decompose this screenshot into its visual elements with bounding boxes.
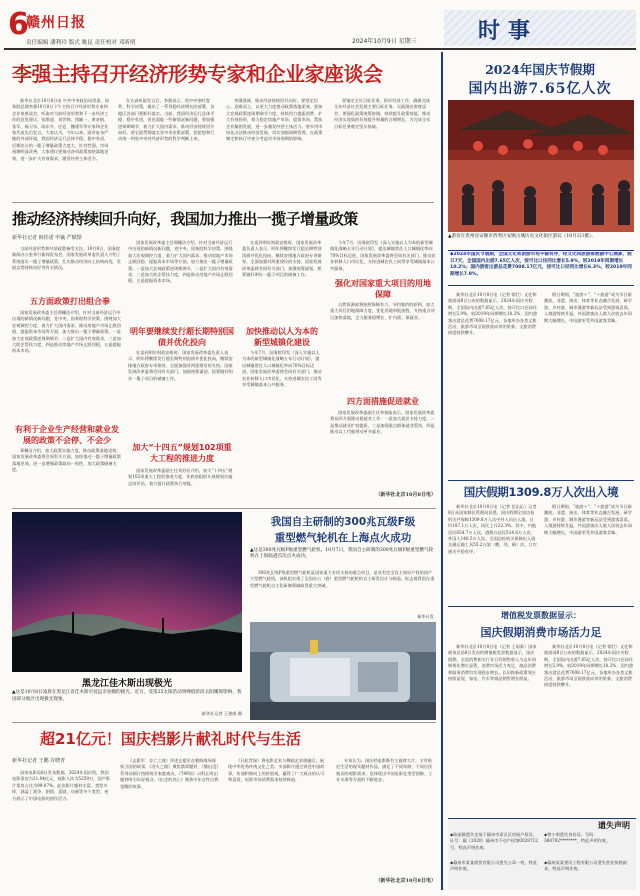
turbine-headline-line1: 我国自主研制的300兆瓦级F级	[270, 516, 416, 528]
film-col-2-text: 《志愿军：存亡之战》讲述志愿军在朝鲜战场保家卫国的故事，《浴火之路》聚焦禁毒题材，《熊出没》系列动画片持续吸引家庭观众，《749局》以科幻奇幻题材吸引年轻观众，《出走的决心》聚焦中年女性自我觉醒的故事。	[120, 758, 219, 789]
aurora-credit: 新华社记者 王建威 摄	[201, 711, 242, 716]
aurora-image	[12, 512, 242, 672]
tax-kicker: 增值税发票数据显示：	[501, 611, 581, 620]
notice-item-2: ◆赣州市某某商贸有限公司遗失公章一枚，特此声明作废。	[450, 860, 537, 872]
notice-item-1: ◆陈丽群遗失坐落于赣州市章贡区房屋产权证，证号：赣（2020）赣州市不动产权第0028712号，特此声明作废。	[450, 832, 538, 850]
policy-col-2-top-text: 国家发展改革委主任郑栅洁介绍，针对当前经济运行中出现的新情况新问题，党中央、国务院科学决策，围绕加大宏观调控力度、着力扩大国内需求、推动房地产市场止跌回稳、提振资本市场等方面，加力推出一揽子增量政策。一是加大宏观政策逆周期调节，二是扩大国内有效需求，三是加大助企帮扶力度，四是推动房地产市场止跌回稳，五是提振资本市场。	[128, 240, 233, 284]
policy-col-4-top-text: 今年7月，国务院印发《深入实施以人为本的新型城镇化战略五年行动计划》，提出城镇常住人口城镇化率向70%目标迈进。国家发展改革委将会同有关部门，推动农业转移人口市民化，支持进城农民工同等享受城镇基本公共服务。	[330, 240, 436, 271]
header-rule	[4, 48, 636, 50]
lead-bottom-rule	[12, 202, 434, 203]
page-number: 6	[8, 7, 29, 42]
policy-body-4-text: 国家发展改革委副主任刘苏社介绍，加大“十四五”规划102项重大工程的推进力度，年底前组织开展规划实施总结评估，着力提升政策执行效能。	[128, 468, 233, 486]
turbine-photo	[250, 622, 436, 720]
lead-col-4-text: 要锚定全年目标任务，抓好经济工作，确保完成全年经济社会发展主要目标任务。吴政隆出席座谈会。要强化政策统筹协调，持续提升政策效能，推动经济实现质的有效提升和量的合理增长，为完成全年目标任务奠定坚实基础。	[334, 98, 431, 129]
film-col-3-text: 《只此青绿》将电影艺术与舞蹈艺术相融合，展现中华优秀传统文化之美。多部影片通过讲述中国故事，传递积极向上的价值观，赢得了广大观众的认可和喜爱，电影市场消费需求持续释放。	[228, 758, 325, 783]
turbine-body-text: 300兆瓦级F级重型燃气轮机是国家重大专项支持的重点项目，是具有完全自主知识产权的国产大型燃气轮机，该机组实现了全国首台（套）重型燃气轮机的自主研发设计与制造，标志着我国在重型燃气轮机自主化研制领域取得重大突破。	[250, 570, 435, 588]
aurora-photo	[12, 512, 242, 672]
tax-body-text: 新华社北京10月8日电（记者 王雨萧）国家税务总局8日发布的增值税发票数据显示，国庆假期，全国消费相关行业日均销售收入与去年同期相比增长显著，消费市场活力充足，商品消费和服务消费均实现稳步增长。以旧换新政策效应持续显现，家电、汽车等商品销售增长明显。	[448, 644, 537, 682]
aurora-caption-title: 黑龙江佳木斯出现极光	[82, 679, 173, 689]
turbine-body	[250, 570, 436, 614]
turbine-image	[250, 622, 436, 720]
policy-body-7-text: 国家发展改革委副主任李春临表示，国家发展改革委将从四方面推动稳就业工作：一是加大就业支持力度，二是推动就业扩容提质，三是加强重点群体就业帮扶，四是推动以工代赈带动更多就业。	[330, 410, 435, 435]
policy-sub-3: 明年要继续发行超长期特别国债并优化投向	[130, 327, 234, 347]
policy-body-2-text: 郑栅洁介绍，加大政策实施力度，推动政策落地见效。国家发展改革委将会同有关方面，加快推动一揽子增量政策落地见效，进一步增强政策取向一致性，加大政策储备力度。	[12, 448, 121, 473]
policy-intro	[12, 246, 122, 292]
holiday-headline-text: 国庆假期1309.8万人次出入境	[463, 485, 619, 499]
policy-col-3-top	[242, 240, 322, 322]
tourism-stat: ◆2024年国庆节假期，全国文化和旅游市场平稳有序，经文化和旅游部数据中心测算，假日7天，全国国内出游7.65亿人次，按可比口径同比增长5.9%，较2019年同期增长10.2%；国内游客出游总花费7008.17亿元，按可比口径同比增长6.3%，较2019年同期增长7.9%。	[450, 252, 632, 277]
policy-body-6-text: 自然资源部将按照保障有力、节约集约的原则，加大重大项目用地保障力度，优化用地审批流程，支持重点项目加快落地，全力服务稳增长、扩内需、保就业。	[330, 302, 435, 320]
tourism-body-1-text: 新华社北京10月8日电（记者 徐壮）文化和旅游部8日公布的数据显示，2024年国庆节假期，全国国内出游7.65亿人次，按可比口径同比增长5.9%，较2019年同期增长10.2%；国内游客出游总花费7008.17亿元。各地举办各类文旅活动，旅游市场呈现欣欣向荣的景象，文旅消费热度持续攀升。	[448, 292, 538, 336]
section-title: 时事	[478, 19, 539, 44]
policy-intro-text: 当前经济形势和经济政策备受关注。10月8日，国务院新闻办公室举行新闻发布会，国家发展改革委负责人介绍了系统落实一揽子增量政策，扎实推动经济向上结构向优、发展态势持续向好等有关情况。	[12, 246, 121, 271]
film-col-1	[12, 770, 112, 888]
policy-sub-6: 强化对国家重大项目的用地保障	[335, 279, 431, 299]
film-signoff: （新华社北京10月8日电）	[375, 878, 436, 884]
tourism-image	[448, 100, 634, 232]
film-byline: 新华社记者 王鹏 许晓青	[12, 758, 66, 764]
policy-body-1-text: 国家发展改革委主任郑栅洁介绍，针对当前经济运行中出现的新情况新问题，党中央、国务院科学决策，围绕加大宏观调控力度、着力扩大国内需求、推动房地产市场止跌回稳、提振资本市场等方面，加力推出一揽子增量政策。一是加大宏观政策逆周期调节，二是扩大国内有效需求，三是加大助企帮扶力度，四是推动房地产市场止跌回稳，五是提振资本市场。	[12, 310, 121, 354]
policy-body-6	[330, 302, 436, 392]
tax-body-col2-text: 新华社北京10月8日电（记者 徐壮）文化和旅游部8日公布的数据显示，2024年国庆节假期，全国国内出游7.65亿人次，按可比口径同比增长5.9%，较2019年同期增长10.2%；国内游客出游总花费7008.17亿元。各地举办各类文旅活动，旅游市场呈现欣欣向荣的景象，文旅消费热度持续攀升。	[544, 644, 634, 688]
turbine-credit: 新华社发	[417, 614, 434, 619]
turbine-caption: ▲这是300兆瓦级F级重型燃气轮机。10月7日，我国自主研制的300兆瓦级F级重型燃气轮机在上海临港首次点火成功。	[250, 548, 434, 560]
policy-col-4-top	[330, 240, 436, 276]
aurora-caption: ▲这是10月8日凌晨在黑龙江省佳木斯市抚远市拍摄的极光。近日，受第25太阳活动周峰值阶段太阳耀斑影响，我国部分地区出现极光现象。	[12, 690, 242, 702]
policy-body-4	[128, 468, 236, 504]
lead-col-1	[12, 98, 110, 198]
policy-bottom-rule	[12, 508, 436, 509]
lead-col-3-text: 李强强调，推动经济持续回升向好，要坚定信心、迎难而上，以更大力度推动政策落地见效。要加大宏观政策逆周期调节力度，持续用力提振消费、扩大有效投资，着力稳定房地产市场、股票市场，帮扶企业解困发展，进一步激发经营主体活力。要多用市场化办法推动经济发展，切实加强预期管理，在政策制定和执行中充分考虑对市场预期的影响。	[226, 98, 323, 142]
policy-sub-1: 五方面政策打出组合拳	[30, 297, 110, 306]
lead-col-2	[118, 98, 218, 198]
lead-headline: 李强主持召开经济形势专家和企业家座谈会	[12, 62, 383, 86]
notice-title: 遗失声明	[598, 821, 630, 830]
tourism-body-2	[544, 292, 634, 478]
notice-item-4: ◆赣州某某建设工程有限公司遗失营业执照副本，特此声明作废。	[544, 860, 627, 872]
holiday-body	[448, 504, 538, 604]
lead-col-1-text: 新华社北京10月8日电 中共中央政治局常委、国务院总理李强10月8日下午主持召开经济形势专家和企业家座谈会，听取对当前经济形势和下一步经济工作的意见建议。张维迎、刘世锦、钱颖一、黄奇帆、张军、杨卫东、陈东升、庄廷、魏建军等专家和企业家代表先后发言。大家认为，今年以来，面对复杂严峻的外部环境，我国经济运行总体平稳、稳中有进，近期出台的一揽子增量政策力度大、针对性强，市场预期明显改善，大家建议要推动各项政策加快落地见效，进一步扩大有效需求，激发经营主体活力。	[12, 98, 109, 161]
holiday-top-rule	[448, 480, 634, 481]
policy-body-5-text: 今年7月，国务院印发《深入实施以人为本的新型城镇化战略五年行动计划》，提出城镇常住人口城镇化率向70%目标迈进。国家发展改革委将会同有关部门，推动农业转移人口市民化，支持进城农民工同等享受城镇基本公共服务。	[242, 350, 322, 388]
policy-col-3-top-text: 在谈到明年财政安排时，国家发展改革委负责人表示，明年将继续发行超长期特别国债并优化投向，继续安排地方政府专项债券，全面加强对两重建设的支持。国家发展改革委将会同有关部门，加强统筹谋划，抓紧做好明年一揽子项目的储备工作。	[242, 240, 322, 278]
holiday-body-col2-text: 假日期间，“旅游＋”、“＋旅游”成为节日新潮流，非遗、演出、体育等业态融合发展，研学游、乡村游、城市漫游等新玩法受到游客喜爱。入境游持续升温，外国游客出入境人次较去年同期大幅增长，中国游更受外国游客青睐。	[544, 504, 632, 535]
middle-bottom-rule	[12, 722, 436, 723]
policy-sub-5: 加快推动以人为本的新型城镇化建设	[246, 327, 318, 347]
policy-headline: 推动经济持续回升向好，我国加力推出一揽子增量政策	[12, 210, 358, 228]
policy-body-2	[12, 448, 122, 504]
policy-body-7	[330, 410, 436, 490]
policy-body-3-text: 在谈到明年财政安排时，国家发展改革委负责人表示，明年将继续发行超长期特别国债并优化投向，继续安排地方政府专项债券，全面加强对两重建设的支持。国家发展改革委将会同有关部门，加强统筹谋划，抓紧做好明年一揽子项目的储备工作。	[128, 350, 233, 381]
lead-col-4	[334, 98, 434, 198]
film-col-1-text: 国家电影局8日发布数据，2024年国庆档，我国电影票房为21.04亿元，观影人次为5259万，国产影片票房占比为99.07%。此次影片题材丰富，类型多样，涵盖了战争、剧情、喜剧、动画等多个类型，充分展示了中国电影的创作活力。	[12, 770, 111, 801]
policy-col-2-top	[128, 240, 236, 320]
newspaper-logo: 赣州日报	[26, 15, 86, 31]
tax-top-rule	[448, 606, 634, 607]
holiday-body-text: 新华社北京10月8日电（记者 任沁沁）记者8日从国家移民管理局获悉，国庆假期全国边检机关共保障1309.8万人次中外人员出入境，日均187.1万人次，同比上升22.3%。其中，内地居民654.7万人次，港澳台居民514.6万人次，外国人140.5万人次。全国边检机关保障出入境交通运输工具55.2万架（艘、列、辆）次，口岸通关平稳有序。	[448, 504, 537, 554]
turbine-headline-line2: 重型燃气轮机在上海点火成功	[274, 532, 412, 544]
tourism-headline-line1: 2024年国庆节假期	[485, 62, 595, 77]
policy-sub-2: 有利于企业生产经营和就业发展的政策不会停、不会少	[15, 425, 119, 445]
tourism-photo-caption: ▲游客在贵州省安顺市西秀区安顺古城历史文化街区游玩（10月2日摄）。	[448, 234, 596, 239]
holiday-body-col2	[544, 504, 634, 604]
policy-signoff: （新华社北京10月8日电）	[375, 492, 436, 498]
film-col-4	[336, 758, 436, 876]
tourism-body-1	[448, 292, 538, 478]
lead-col-3	[226, 98, 326, 198]
film-col-4-text: 专家认为，国庆档电影既有主旋律大片，又有贴近生活的现实题材作品，满足了不同年龄、不同层次观众的观影需求，也体现出中国电影在类型创新、工业水准等方面的不断进步。	[336, 758, 433, 783]
film-col-2	[120, 758, 220, 888]
tax-body-col2	[544, 644, 634, 816]
column-divider	[441, 52, 443, 890]
tourism-body-2-text: 假日期间，“旅游＋”、“＋旅游”成为节日新潮流，非遗、演出、体育等业态融合发展，研学游、乡村游、城市漫游等新玩法受到游客喜爱。入境游持续升温，外国游客出入境人次较去年同期大幅增长，中国游更受外国游客青睐。	[544, 292, 632, 323]
lead-col-2-text: 在认真听取发言后，李强表示，党中央审时度势、科学决策，做出了一系列稳经济增长的部署，各地区各部门要抓好落实。当前，我国经济运行总体平稳、稳中有进，但也面临一些新情况新问题，要加强逆周期调节，着力扩大国内需求，推动经济持续回升向好。要全面贯彻落实党中央决策部署，把思想和行动统一到党中央对经济形势的科学判断上来。	[118, 98, 215, 142]
film-headline: 超21亿元！国庆档影片献礼时代与生活	[40, 730, 301, 748]
policy-sub-4: 加大“十四五”规划102项重大工程的推进力度	[132, 443, 232, 463]
tourism-headline-line2: 国内出游7.65亿人次	[468, 81, 612, 97]
issue-date: 2024年10月9日 星期三	[352, 38, 417, 45]
policy-byline: 新华社记者 韩佳诺 申铖 严赋憬	[12, 235, 82, 241]
editor-credits: 责任编辑 潘利玲 版式 姚昆 责任校对 邓昕明	[26, 40, 136, 46]
policy-body-3	[128, 350, 236, 438]
section-tab-stripe	[444, 10, 636, 46]
tax-headline: 国庆假期消费市场活力足	[480, 626, 602, 639]
film-col-3	[228, 758, 328, 888]
policy-body-5	[242, 350, 322, 504]
policy-body-1	[12, 310, 122, 418]
tax-body	[448, 644, 538, 816]
notice-item-3: ◆曾小明遗失身份证，号码：360702********，特此声明作废。	[544, 832, 611, 844]
tourism-photo	[448, 100, 634, 232]
policy-sub-7: 四方面措施促进就业	[347, 397, 419, 406]
